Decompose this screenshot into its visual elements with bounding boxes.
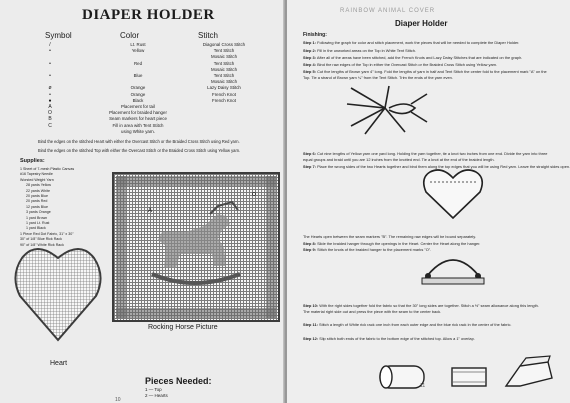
legend-stitch: Tent Stitch — [213, 60, 235, 66]
legend-stitch: Mosaic Stitch — [210, 66, 238, 72]
finishing-step — [303, 151, 547, 156]
legend-symbol: O — [48, 110, 52, 117]
supply-item: 1 Sheet of 7-mesh Plastic Canvas — [20, 167, 75, 171]
step-label: Step 10: — [303, 303, 319, 308]
legend-color: Placement for braided hanger — [109, 110, 167, 116]
legend-color: Orange — [130, 85, 146, 91]
legend-symbol: • — [49, 60, 51, 67]
legend-row — [38, 129, 278, 135]
horse-caption: Rocking Horse Picture — [148, 324, 218, 331]
legend-symbol: A — [48, 104, 52, 110]
legend-row — [38, 48, 278, 54]
chart-left-border — [116, 176, 126, 318]
step-label: Step 4: — [303, 62, 316, 67]
supply-item: 12 yards Blue — [26, 204, 48, 209]
legend-row — [38, 85, 278, 91]
legend-row — [38, 92, 278, 98]
step-text: The Hearts open between the seam markers "B". The remaining raw edges will be bound separately. — [303, 234, 477, 239]
chart-right-border — [266, 176, 276, 318]
chart-bottom-border — [116, 308, 276, 318]
legend-color: Orange — [130, 91, 146, 97]
legend-row — [38, 42, 278, 48]
step-text: Stitch a length of White rick rack one inch from each outer edge and the blue rick rack in the center of the fabric. — [319, 322, 512, 327]
step-label: Step 11: — [303, 322, 318, 327]
legend-stitch: Diagonal Cross Stitch — [202, 42, 246, 47]
step-label: Step 5: — [303, 69, 316, 74]
heart-caption: Heart — [50, 360, 68, 367]
step-text: Stitch the knots of the braided hanger to the placement marks "O". — [317, 247, 432, 252]
legend-row — [38, 123, 278, 129]
horse-mane — [210, 202, 238, 214]
rocking-horse-chart — [112, 172, 280, 322]
instructions-title: Diaper Holder — [395, 19, 448, 28]
step-text: Top. Tie a strand of Brown yarn ¼" from the Tent Stitch. Trim the ends of the yarn even. — [303, 75, 453, 80]
piece-hearts: 2 — Hearts — [145, 393, 168, 398]
finishing-step — [303, 322, 512, 327]
step-text: After all of the areas have been stitched, add the French Knots and Lazy Daisy Stitches that are indicated on the graph. — [316, 55, 523, 60]
legend-row — [38, 61, 278, 67]
step-text: With the right sides together fold the fabric so that the 30" long sides are together. Stitch a ½" seam allowance along this length. — [319, 303, 539, 308]
supply-item: Worsted Weight Yarn — [20, 177, 54, 182]
supply-item: 30" of 1/8" Blue Rick Rack — [20, 237, 62, 242]
legend-color: Lt. Rust — [130, 42, 146, 47]
step-text: Slide the braided hanger through the openings in the Heart. Center the Heart along the hanger. — [317, 241, 481, 246]
step-text: Slip stitch both ends of the fabric to the bottom edge of the stitched top. Allow a 1" overlap. — [319, 336, 475, 341]
supply-item: 1 yard Brown — [26, 215, 48, 220]
legend-color: Fill in area with Tent Stitch — [112, 122, 164, 128]
legend-stitch: Tent Stitch — [213, 73, 235, 78]
legend-symbol: • — [49, 48, 51, 55]
legend-symbol: C — [48, 122, 52, 129]
step-label: Step 1: — [303, 40, 316, 45]
legend-color: Placement for tail — [121, 104, 155, 109]
finishing-step — [303, 55, 522, 60]
legend-symbol: ø — [48, 85, 52, 92]
legend-color: using White yarn. — [121, 128, 155, 134]
binding-note-heart: Bind the edges on the stitched Heart with either the Overcast Stitch or the Braided Cross Stitch using Red yarn. — [38, 139, 240, 144]
finishing-step — [303, 309, 441, 314]
legend-symbol: / — [49, 42, 51, 48]
legend-stitch: Mosaic Stitch — [210, 79, 238, 85]
legend-color: Yellow — [131, 48, 145, 54]
legend-color: Red — [133, 60, 143, 66]
legend-symbol: • — [49, 73, 51, 79]
step-text: Cut five lengths of Brown yarn 4" long. Fold the lengths of yarn in half and Tent Stitch the center fold to the placement mark "A" on the — [317, 69, 547, 74]
supply-item: 3 yards Orange — [26, 210, 51, 215]
binding-note-top: Bind the edges on the stitched Top with either the Overcast Stitch or the Braided Cross Stitch using Yellow yarn. — [38, 148, 241, 153]
rocker — [152, 274, 240, 283]
supply-item: 28 yards Yellow — [26, 183, 51, 188]
pattern-title: DIAPER HOLDER — [82, 7, 215, 23]
step-text: equal groups and braid until you are 12 inches from the knotted end. Tie a knot at the end of the braided length. — [303, 157, 495, 162]
heart-chart — [14, 236, 102, 344]
finished-holder-illustration — [500, 352, 556, 392]
marker-a: A — [148, 208, 153, 214]
finishing-step — [303, 336, 475, 341]
step-label: Step 6: — [303, 151, 316, 156]
pieces-heading: Pieces Needed: — [145, 376, 212, 386]
finishing-step — [303, 40, 519, 45]
supply-item: 22 yards White — [26, 188, 50, 193]
supply-item: 1 yard Black — [26, 226, 46, 231]
heart-assembly-illustration — [420, 166, 486, 222]
fabric-tube-illustration — [448, 356, 492, 396]
supply-item: 90" of 1/8" White Rick Rack — [20, 242, 64, 247]
legend-stitch: Mosaic Stitch — [210, 54, 238, 60]
stitch-header: Stitch — [198, 31, 219, 40]
finishing-heading: Finishing: — [303, 32, 327, 38]
heart-outline — [15, 249, 100, 340]
supply-item: 20 yards Blue — [26, 194, 48, 198]
legend-stitch: French Knot — [212, 97, 236, 103]
supply-item: #16 Tapestry Needle — [20, 172, 53, 177]
legend-color: Black — [132, 97, 144, 103]
page-number-right: 11 — [420, 383, 426, 389]
step-label: Step 7: — [303, 164, 316, 169]
color-header: Color — [120, 31, 140, 40]
legend-row — [38, 110, 278, 116]
legend-row — [38, 73, 278, 79]
legend-row — [38, 98, 278, 104]
step-text: The material right side out and press the piece with the seam to the center back. — [303, 309, 442, 314]
finishing-step — [303, 69, 547, 74]
legend-symbol: • — [49, 91, 51, 98]
supply-item: 1 yard Lt. Rust — [26, 221, 50, 225]
legend-symbol: ● — [48, 97, 52, 104]
finishing-step — [303, 48, 416, 53]
supply-item: 1 Piece Red Dot Fabric, 31" x 30" — [20, 231, 74, 236]
page-number-left: 10 — [115, 397, 121, 403]
hanger-illustration — [418, 246, 488, 286]
piece-top: 1 — Top — [145, 387, 162, 392]
step-label: Step 12: — [303, 336, 319, 341]
legend-row — [38, 67, 278, 73]
finishing-step — [303, 62, 497, 67]
legend-stitch: Lazy Daisy Stitch — [207, 85, 241, 91]
legend-stitch: French Knot — [212, 91, 236, 97]
supply-item: 20 yards Red — [26, 199, 48, 204]
finishing-step — [303, 75, 453, 80]
tassel-illustration — [345, 82, 429, 136]
finishing-step — [303, 157, 495, 162]
legend-row — [38, 54, 278, 60]
legend-color: Blue — [133, 73, 143, 78]
step-label: Step 9: — [303, 247, 316, 252]
horse-body — [158, 214, 230, 268]
step-label: Step 8: — [303, 241, 316, 246]
chart-top-border — [116, 176, 276, 186]
step-label: Step 3: — [303, 55, 316, 60]
step-text: Place the wrong sides of the two Hearts together and bind them along the top edges that you will be using Red yarn. Leave the straight sides open. — [317, 164, 570, 169]
legend-symbol: B — [48, 116, 52, 123]
legend-stitch: Tent Stitch — [213, 48, 235, 54]
chart-artwork — [114, 174, 278, 320]
step-label: Step 2: — [303, 48, 316, 53]
supplies-heading: Supplies: — [20, 158, 45, 164]
legend-row — [38, 116, 278, 122]
legend-row — [38, 104, 278, 110]
finishing-step — [303, 247, 431, 252]
legend-row — [38, 79, 278, 85]
step-text: Following the graph for color and stitch placement, work the pieces that will be needed to complete the Diaper Holder. — [317, 40, 520, 45]
rolled-fabric-illustration — [372, 356, 432, 396]
finishing-step — [303, 303, 539, 308]
running-head: RAINBOW ANIMAL COVER — [340, 8, 436, 14]
legend-color: Seam markers for heart piece — [109, 116, 167, 122]
symbol-header: Symbol — [45, 31, 72, 40]
step-text: Cut nine lengths of Yellow yarn one yard long. Holding the yarn together, tie a knot two inches from one end. Divide the yarn into three — [317, 151, 548, 156]
step-text: Bind the raw edges of the Top in either the Overcast Stitch or the Braided Cross Stitch using Yellow yarn. — [317, 62, 498, 67]
step-text: Fill in the unworked areas on the Top in White Tent Stitch. — [317, 48, 416, 53]
marker-o: O — [252, 192, 256, 198]
finishing-step — [303, 234, 476, 239]
